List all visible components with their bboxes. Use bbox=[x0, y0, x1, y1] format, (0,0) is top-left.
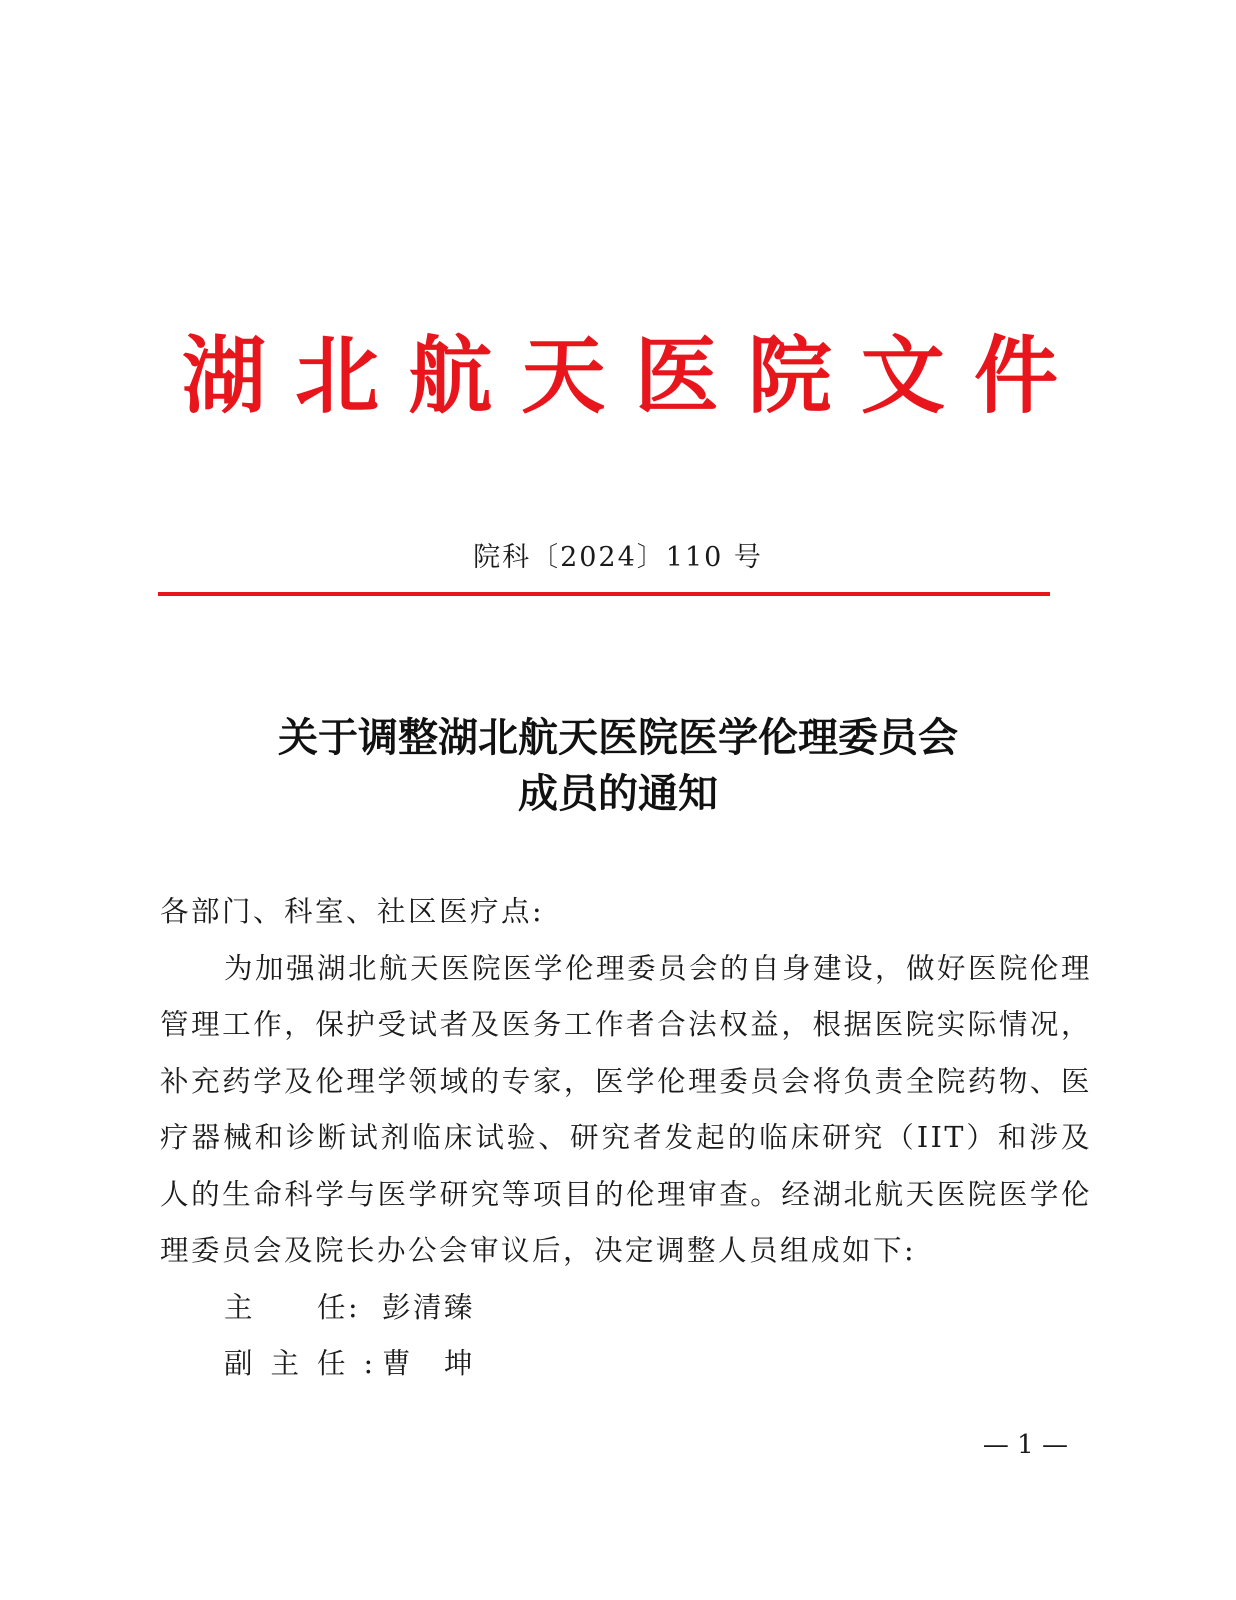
member-name: 曹 坤 bbox=[382, 1347, 476, 1380]
masthead-char: 文 bbox=[860, 326, 945, 425]
member-row-director bbox=[160, 1280, 1092, 1337]
notice-title bbox=[0, 710, 1236, 822]
masthead-char: 医 bbox=[634, 326, 719, 425]
member-role: 主 任: bbox=[224, 1290, 361, 1324]
notice-body bbox=[160, 884, 1092, 1393]
body-paragraph: 为加强湖北航天医院医学伦理委员会的自身建设，做好医院伦理管理工作，保护受试者及医务工作者合法权益，根据医院实际情况，补充药学及伦理学领域的专家，医学伦理委员会将负责全院药物、医疗器械和诊断试剂临床试验、研究者发起的临床研究（IIT）和涉及人的生命科学与医学研究等项目的伦理审查。经湖北航天医院医学伦理委员会及院长办公会审议后，决定调整人员组成如下: bbox=[160, 951, 1093, 1267]
masthead-title bbox=[180, 326, 1060, 426]
title-line-1: 关于调整湖北航天医院医学伦理委员会 bbox=[278, 714, 958, 761]
salutation: 各部门、科室、社区医疗点: bbox=[160, 895, 545, 928]
member-role: 副主任: bbox=[224, 1347, 392, 1380]
member-row-deputy-director bbox=[160, 1336, 1092, 1393]
red-divider-line bbox=[158, 592, 1050, 596]
title-line-2: 成员的通知 bbox=[518, 770, 718, 817]
page-number: — 1 — bbox=[982, 1430, 1068, 1460]
masthead-char: 件 bbox=[973, 326, 1058, 425]
masthead-char: 航 bbox=[408, 326, 493, 425]
document-number: 院科〔2024〕110 号 bbox=[473, 542, 763, 573]
masthead-char: 院 bbox=[747, 326, 832, 425]
masthead-char: 湖 bbox=[181, 326, 266, 425]
masthead-char: 北 bbox=[295, 326, 380, 425]
member-name: 彭清臻 bbox=[382, 1290, 476, 1324]
masthead-char: 天 bbox=[521, 326, 606, 425]
